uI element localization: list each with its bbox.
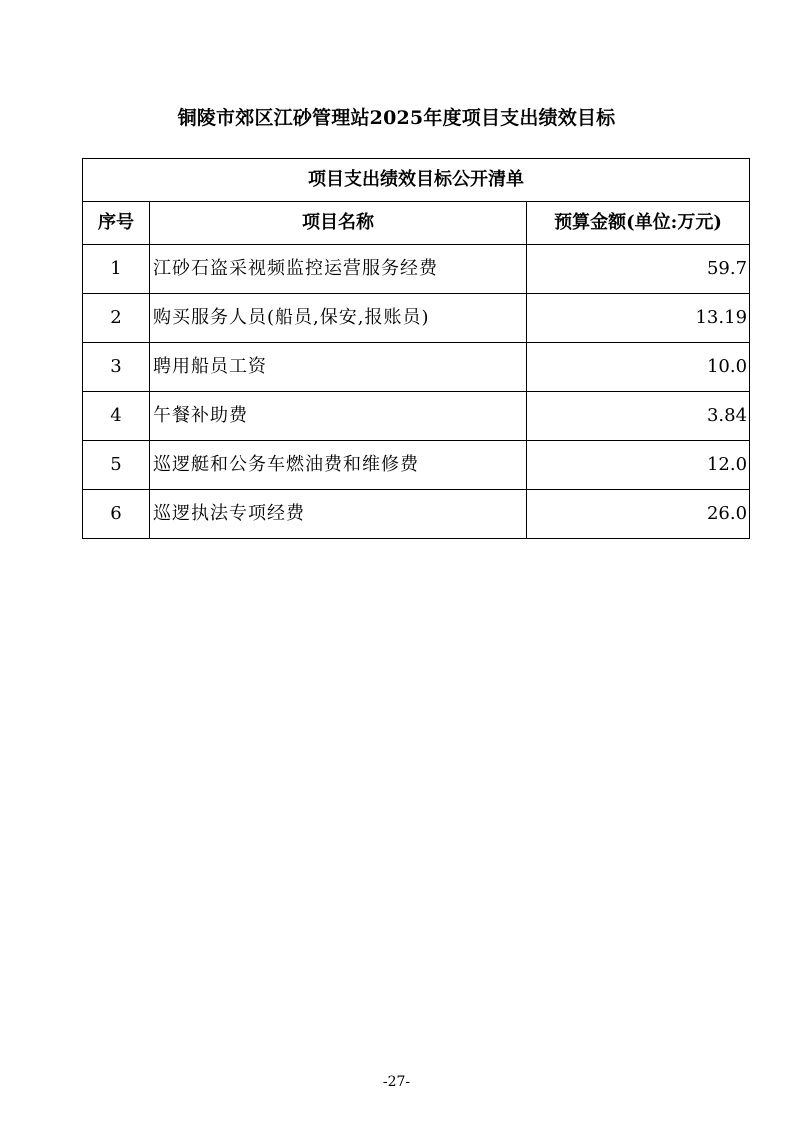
row-project-name: 午餐补助费 (150, 392, 527, 441)
header-project-name: 项目名称 (150, 202, 527, 245)
row-budget-amount: 10.0 (527, 343, 750, 392)
table-row (83, 294, 750, 343)
page-number: -27- (382, 1074, 411, 1090)
row-budget-amount: 3.84 (527, 392, 750, 441)
table-row (83, 245, 750, 294)
row-project-name: 巡逻艇和公务车燃油费和维修费 (150, 441, 527, 490)
row-number: 1 (83, 245, 150, 294)
table-row (83, 490, 750, 539)
document-title: 铜陵市郊区江砂管理站2025年度项目支出绩效目标 (177, 107, 616, 129)
row-budget-amount: 12.0 (527, 441, 750, 490)
row-number: 3 (83, 343, 150, 392)
row-project-name: 购买服务人员(船员,保安,报账员) (150, 294, 527, 343)
row-number: 2 (83, 294, 150, 343)
row-budget-amount: 26.0 (527, 490, 750, 539)
table-row (83, 392, 750, 441)
header-number: 序号 (83, 202, 150, 245)
header-budget-amount: 预算金额(单位:万元) (527, 202, 750, 245)
table-row (83, 343, 750, 392)
row-project-name: 江砂石盗采视频监控运营服务经费 (150, 245, 527, 294)
row-budget-amount: 59.7 (527, 245, 750, 294)
row-project-name: 巡逻执法专项经费 (150, 490, 527, 539)
row-number: 6 (83, 490, 150, 539)
table-row (83, 441, 750, 490)
row-number: 4 (83, 392, 150, 441)
table-caption-row (83, 159, 750, 202)
table-header-row (83, 202, 750, 245)
row-budget-amount: 13.19 (527, 294, 750, 343)
budget-table (82, 158, 750, 539)
row-number: 5 (83, 441, 150, 490)
row-project-name: 聘用船员工资 (150, 343, 527, 392)
table-caption: 项目支出绩效目标公开清单 (83, 159, 750, 202)
